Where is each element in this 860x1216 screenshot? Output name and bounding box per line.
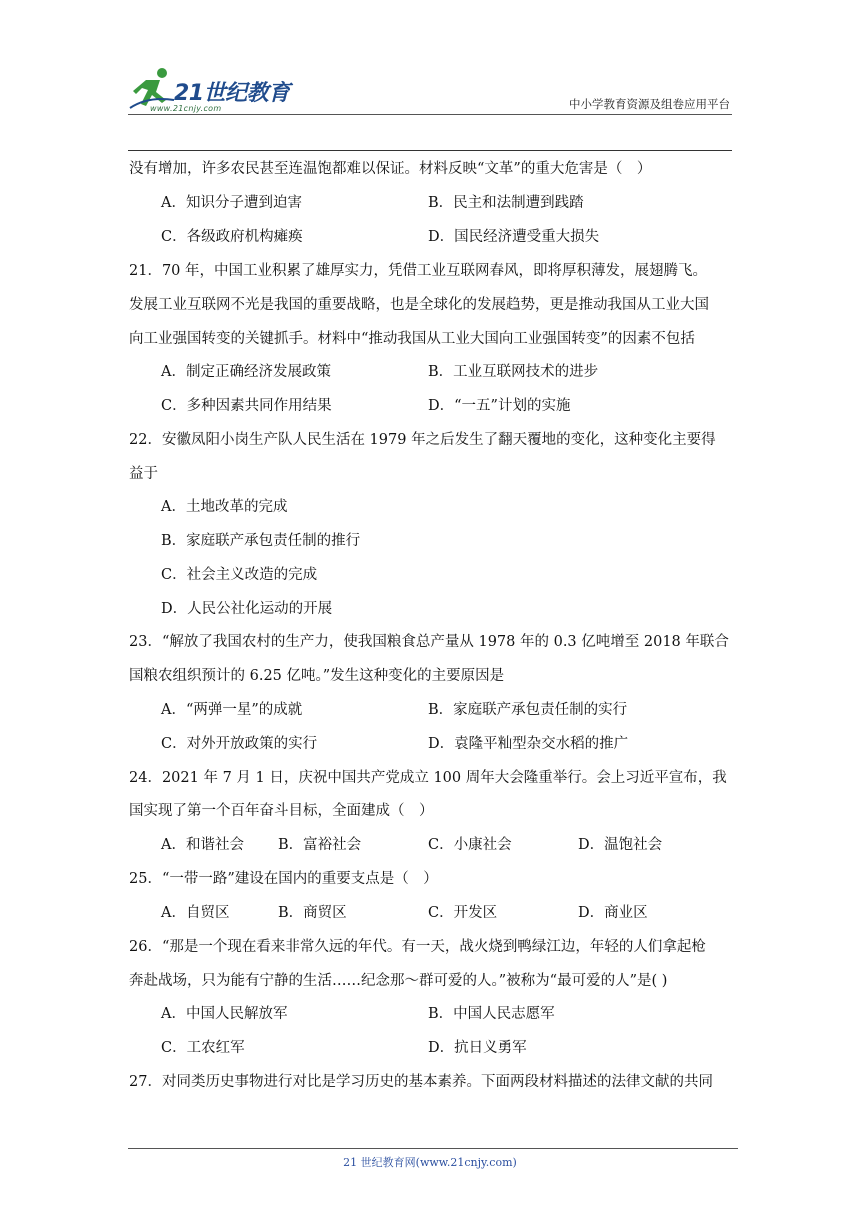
question-21-line-1: 21．70 年，中国工业积累了雄厚实力，凭借工业互联网春风，即将厚积薄发，展翅腾飞。	[129, 263, 708, 279]
page-footer: 21 世纪教育网(www.21cnjy.com)	[343, 1156, 517, 1169]
question-22-line-1: 22．安徽凤阳小岗生产队人民生活在 1979 年之后发生了翻天覆地的变化，这种变化主要得	[129, 432, 716, 448]
logo-url: www.21cnjy.com	[150, 104, 222, 113]
q20-option-b: B．民主和法制遭到践踏	[428, 195, 584, 211]
q23-option-c: C．对外开放政策的实行	[161, 736, 318, 752]
header-divider	[128, 114, 732, 115]
q22-option-a: A．土地改革的完成	[161, 499, 288, 515]
q25-option-c: C．开发区	[428, 905, 498, 921]
q23-option-a: A．“两弹一星”的成就	[161, 702, 303, 718]
q22-option-d: D．人民公社化运动的开展	[161, 601, 333, 617]
q21-option-b: B．工业互联网技术的进步	[428, 364, 599, 380]
question-20-tail: 没有增加，许多农民甚至连温饱都难以保证。材料反映“文革”的重大危害是（ ）	[129, 161, 652, 177]
q26-option-d: D．抗日义勇军	[428, 1040, 527, 1056]
q24-option-c: C．小康社会	[428, 837, 512, 853]
question-23-line-2: 国粮农组织预计的 6.25 亿吨。”发生这种变化的主要原因是	[129, 668, 505, 684]
logo	[128, 62, 298, 122]
q23-option-b: B．家庭联产承包责任制的实行	[428, 702, 628, 718]
question-21-line-3: 向工业强国转变的关键抓手。材料中“推动我国从工业大国向工业强国转变”的因素不包括	[129, 331, 695, 347]
question-26-line-1: 26．“那是一个现在看来非常久远的年代。有一天，战火烧到鸭绿江边，年轻的人们拿起枪	[129, 939, 706, 955]
question-23-line-1: 23．“解放了我国农村的生产力，使我国粮食总产量从 1978 年的 0.3 亿吨增至 2018 年联合	[129, 634, 729, 650]
q21-option-d: D．“一五”计划的实施	[428, 398, 571, 414]
question-22-line-2: 益于	[129, 466, 158, 482]
q21-option-c: C．多种因素共同作用结果	[161, 398, 332, 414]
q26-option-c: C．工农红军	[161, 1040, 245, 1056]
question-26-line-2: 奔赴战场，只为能有宁静的生活……纪念那～群可爱的人。”被称为“最可爱的人”是( )	[129, 973, 668, 989]
header-divider-bold	[128, 150, 732, 151]
q25-option-d: D．商业区	[578, 905, 648, 921]
q22-option-c: C．社会主义改造的完成	[161, 567, 318, 583]
q22-option-b: B．家庭联产承包责任制的推行	[161, 533, 361, 549]
q24-option-d: D．温饱社会	[578, 837, 663, 853]
question-21-line-2: 发展工业互联网不光是我国的重要战略，也是全球化的发展趋势，更是推动我国从工业大国	[129, 297, 709, 313]
q24-option-b: B．富裕社会	[278, 837, 362, 853]
question-24-line-2: 国实现了第一个百年奋斗目标，全面建成（ ）	[129, 803, 434, 819]
question-27-line-1: 27．对同类历史事物进行对比是学习历史的基本素养。下面两段材料描述的法律文献的共同	[129, 1074, 713, 1090]
q26-option-b: B．中国人民志愿军	[428, 1006, 555, 1022]
footer-divider	[128, 1148, 738, 1149]
q24-option-a: A．和谐社会	[161, 837, 244, 853]
question-25-line-1: 25．“一带一路”建设在国内的重要支点是（ ）	[129, 871, 438, 887]
q20-option-d: D．国民经济遭受重大损失	[428, 229, 600, 245]
page-header	[128, 62, 732, 152]
q20-option-a: A．知识分子遭到迫害	[161, 195, 302, 211]
logo-text: 21世纪教育	[174, 81, 290, 106]
question-24-line-1: 24．2021 年 7 月 1 日，庆祝中国共产党成立 100 周年大会隆重举行。会上习近平宣布，我	[129, 770, 727, 786]
q25-option-b: B．商贸区	[278, 905, 347, 921]
platform-title: 中小学教育资源及组卷应用平台	[569, 97, 730, 111]
q26-option-a: A．中国人民解放军	[161, 1006, 288, 1022]
q23-option-d: D．袁隆平籼型杂交水稻的推广	[428, 736, 629, 752]
q25-option-a: A．自贸区	[161, 905, 230, 921]
q21-option-a: A．制定正确经济发展政策	[161, 364, 331, 380]
q20-option-c: C．各级政府机构瘫痪	[161, 229, 303, 245]
